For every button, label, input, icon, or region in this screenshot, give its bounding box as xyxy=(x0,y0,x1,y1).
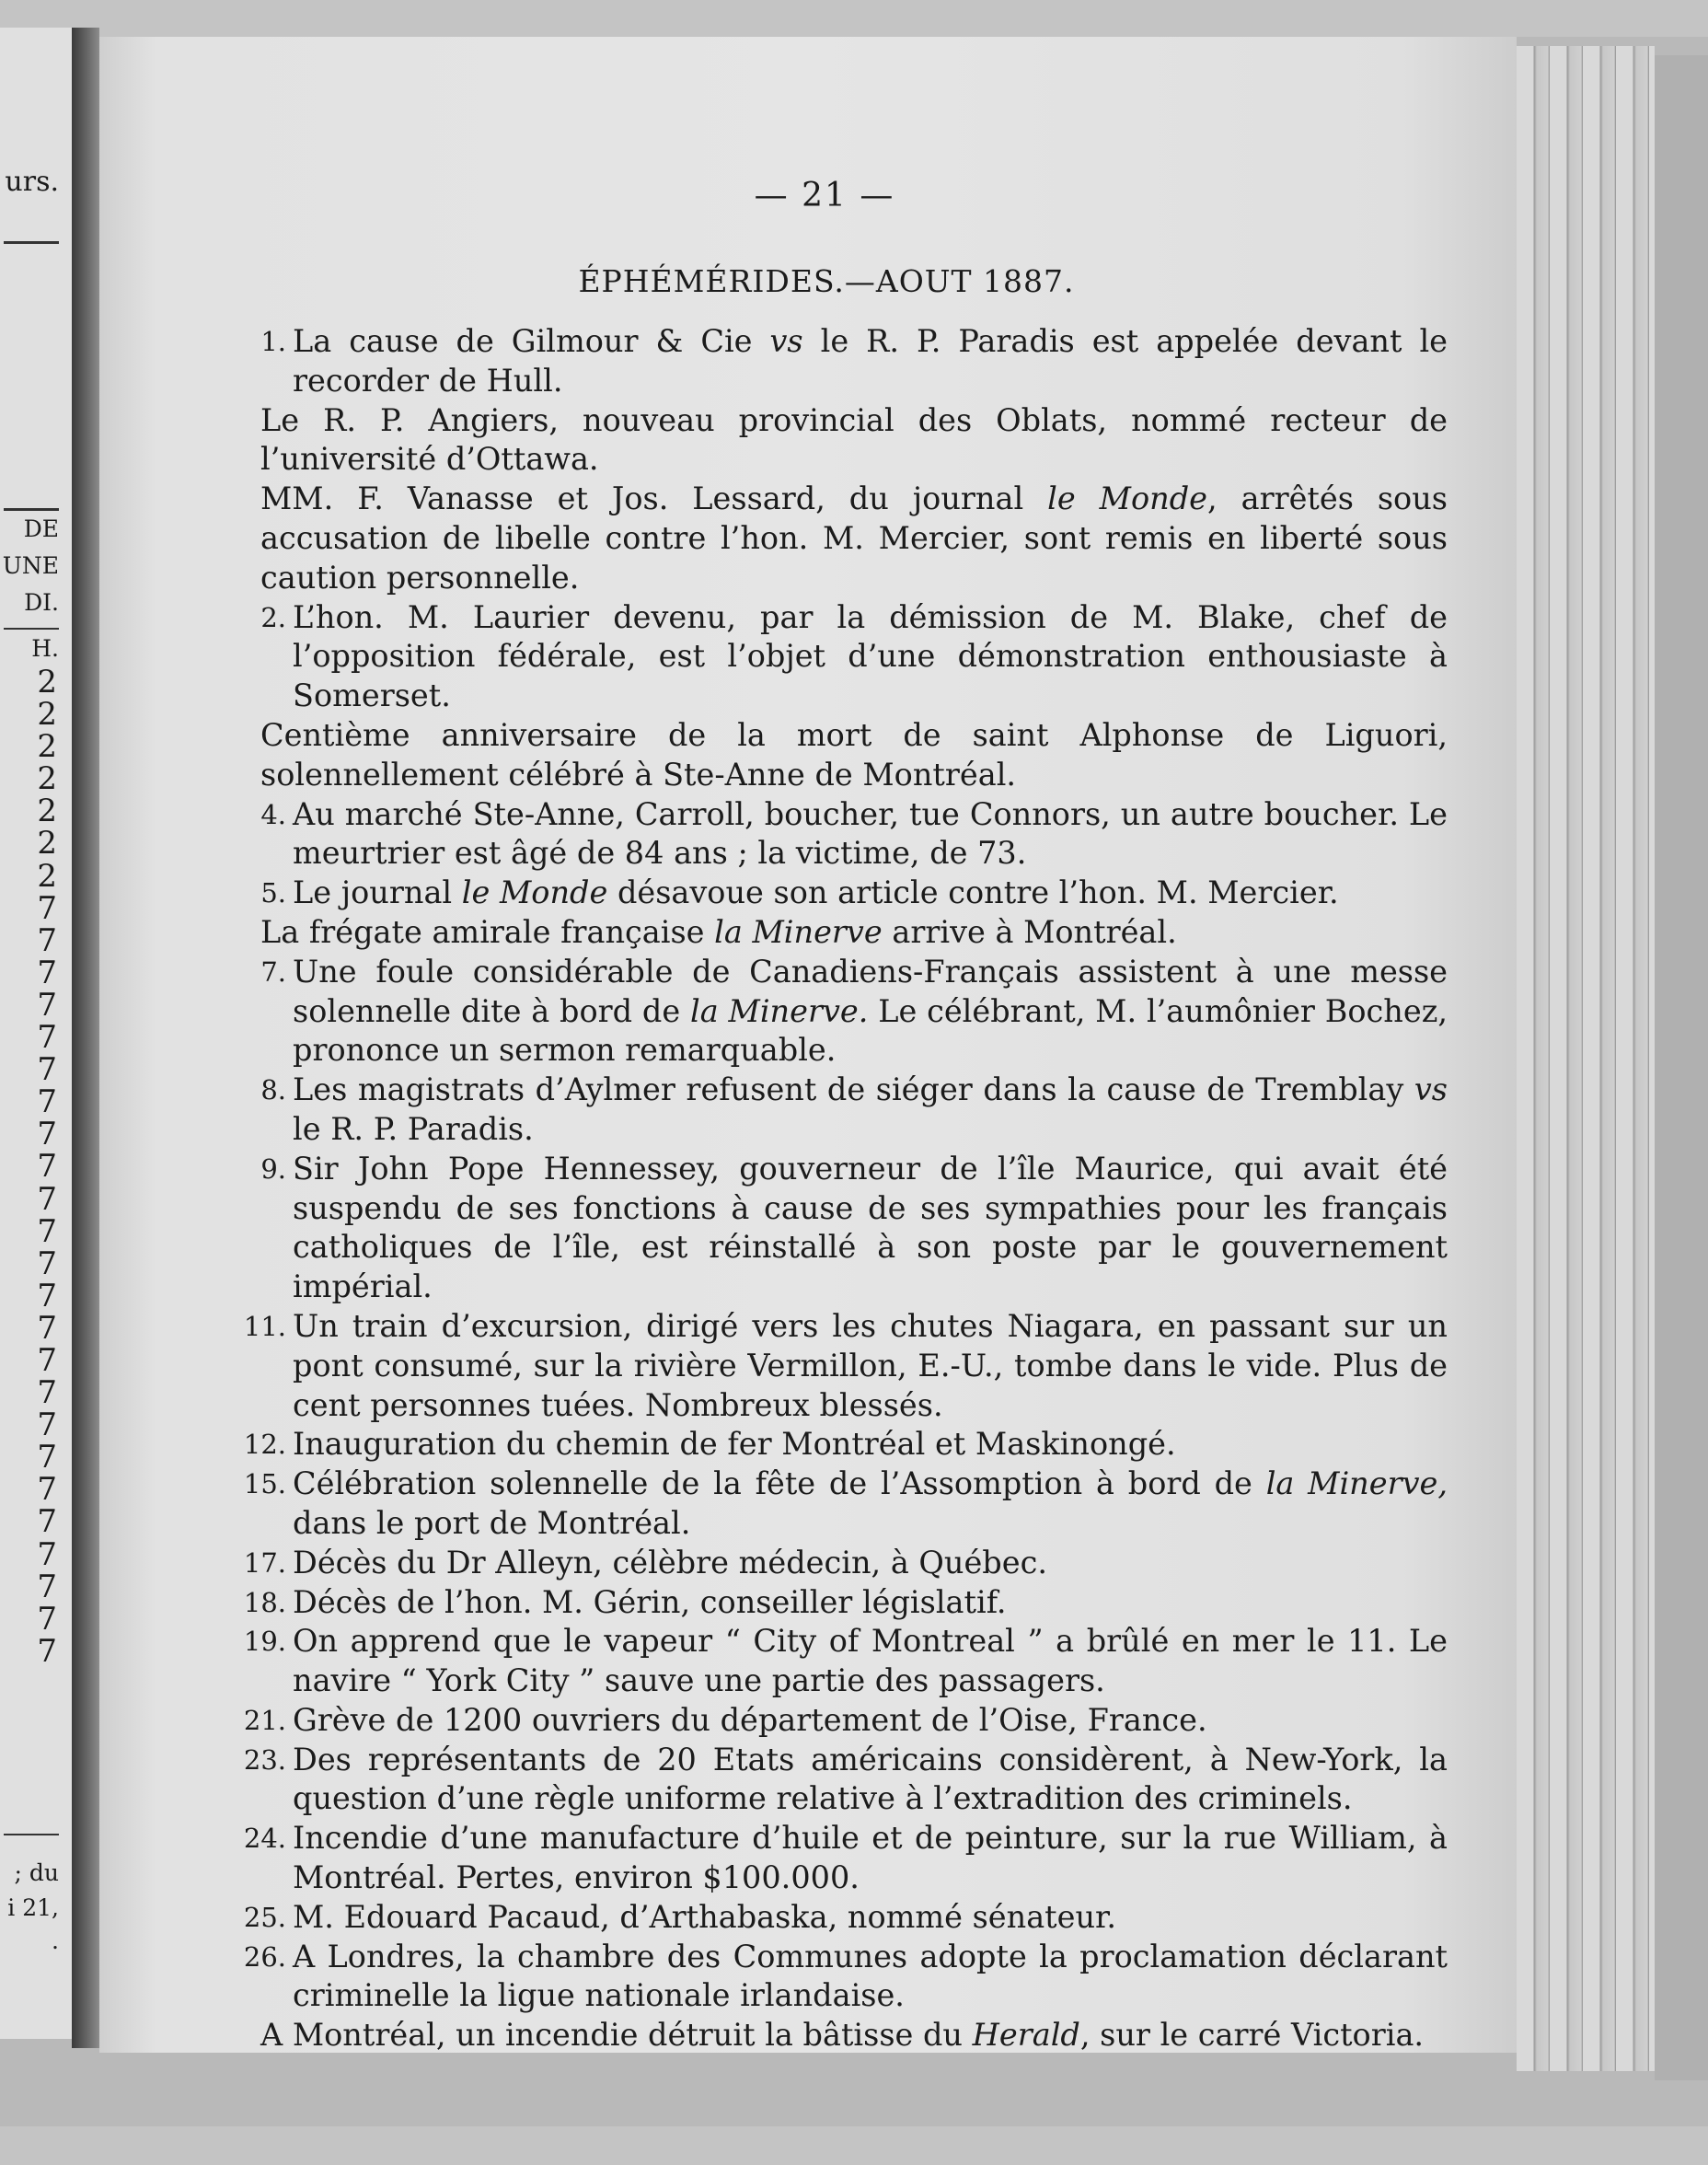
entry-day: 5. xyxy=(260,877,286,909)
left-fragment-rule xyxy=(4,628,59,630)
entry-text-part: désavoue son article contre l’hon. M. Mercier. xyxy=(607,874,1339,911)
list-item xyxy=(205,716,1448,795)
entry-text-italic: la Minerve xyxy=(714,913,883,950)
left-fragment-footnote: ; du xyxy=(14,1859,59,1886)
left-fragment-header: UNE xyxy=(2,552,59,579)
entry-day: 1. xyxy=(260,326,286,357)
entry-text-part: Les magistrats d’Aylmer refusent de siéger dans la cause de Tremblay xyxy=(293,1071,1414,1108)
list-item xyxy=(205,913,1448,953)
entry-text-part: Le journal xyxy=(293,874,462,911)
entry-text xyxy=(293,953,1448,1071)
left-fragment-col-head: H. xyxy=(31,635,59,662)
page-title: ÉPHÉMÉRIDES.—AOUT 1887. xyxy=(578,263,1075,299)
entry-text-part: Célébration solennelle de la fête de l’Assomption à bord de xyxy=(293,1465,1266,1502)
entry-text xyxy=(293,1701,1448,1741)
left-fragment-number: 7 xyxy=(37,1180,57,1218)
entry-day: 15. xyxy=(243,1468,286,1500)
left-fragment-number: 7 xyxy=(37,1503,57,1541)
entry-text-part: La cause de Gilmour & Cie xyxy=(293,323,770,359)
entry-day: 2. xyxy=(260,601,286,633)
entry-text-italic: la Minerve. xyxy=(690,992,869,1029)
entry-text xyxy=(293,598,1448,716)
entry-day: 17. xyxy=(243,1546,286,1579)
list-item xyxy=(205,1071,1448,1150)
list-item xyxy=(205,1583,1448,1623)
entries-list xyxy=(205,322,1448,2055)
left-fragment-number-column xyxy=(37,666,57,1668)
entry-text-part: Incendie d’une manufacture d’huile et de peinture, sur la rue William, à Montréal. Pertes, environ $100.000. xyxy=(293,1820,1448,1896)
list-item xyxy=(205,322,1448,401)
entry-text-part: le R. P. Paradis est appelée devant le recorder de Hull. xyxy=(293,323,1448,399)
entry-text-part: Des représentants de 20 Etats américains considèrent, à New-York, la question d’une règle uniforme relative à l’extradition des criminels. xyxy=(293,1741,1448,1817)
entry-text-part: A Londres, la chambre des Communes adopte la proclamation déclarant criminelle la ligue nationale irlandaise. xyxy=(293,1938,1448,2014)
entry-text-part: M. Edouard Pacaud, d’Arthabaska, nommé sénateur. xyxy=(293,1898,1117,1935)
entry-text xyxy=(293,1465,1448,1544)
left-fragment-number: 7 xyxy=(37,1632,57,1670)
list-item xyxy=(205,401,1448,480)
left-fragment-number: 2 xyxy=(37,857,57,895)
left-fragment-number: 7 xyxy=(37,1245,57,1282)
list-item xyxy=(205,480,1448,597)
entry-text-part: A Montréal, un incendie détruit la bâtisse du xyxy=(260,2017,973,2054)
entry-day: 24. xyxy=(243,1823,286,1855)
left-fragment-number: 7 xyxy=(37,1535,57,1573)
left-fragment-number: 7 xyxy=(37,1051,57,1089)
entry-day: 23. xyxy=(243,1743,286,1776)
page-number: — 21 — xyxy=(754,177,895,214)
entry-text xyxy=(293,874,1448,913)
left-fragment-number: 2 xyxy=(37,664,57,700)
left-fragment-number: 2 xyxy=(37,728,57,766)
entry-day: 18. xyxy=(243,1586,286,1618)
entry-text-part: Décès de l’hon. M. Gérin, conseiller législatif. xyxy=(293,1583,1007,1620)
list-item xyxy=(205,1425,1448,1465)
entry-day: 11. xyxy=(243,1310,286,1342)
entry-text-part: Une foule considérable de Canadiens-Français assistent à une messe solennelle dite à bord de xyxy=(293,953,1448,1029)
list-item xyxy=(205,795,1448,874)
entry-text xyxy=(260,913,1448,953)
entry-day: 9. xyxy=(260,1152,286,1185)
entry-text-part: , sur le carré Victoria. xyxy=(1079,2017,1425,2054)
left-fragment-number: 7 xyxy=(37,1083,57,1121)
entry-text xyxy=(293,795,1448,874)
entry-text-part: Le R. P. Angiers, nouveau provincial des Oblats, nommé recteur de l’université d’Ottawa. xyxy=(260,401,1448,478)
list-item xyxy=(205,1701,1448,1741)
entry-text-italic: vs xyxy=(1414,1071,1448,1108)
entry-text-part: On apprend que le vapeur “ City of Montreal ” a brûlé en mer le 11. Le navire “ York City ” sauve une partie des passagers. xyxy=(293,1623,1448,1699)
left-fragment-rule xyxy=(4,241,59,244)
left-fragment-number: 7 xyxy=(37,1148,57,1186)
page-edges xyxy=(1517,46,1655,2071)
entry-day: 19. xyxy=(243,1626,286,1658)
left-fragment-number: 7 xyxy=(37,1212,57,1250)
entry-text-part: Centième anniversaire de la mort de saint Alphonse de Liguori, solennellement célébré à Ste-Anne de Montréal. xyxy=(260,716,1448,793)
entry-day: 21. xyxy=(243,1704,286,1736)
entry-text xyxy=(260,401,1448,480)
entry-text xyxy=(293,1150,1448,1307)
left-fragment-number: 7 xyxy=(37,1374,57,1412)
entry-text xyxy=(293,1071,1448,1150)
left-fragment-rule xyxy=(4,1834,59,1835)
entry-text-part: La frégate amirale française xyxy=(260,913,715,950)
list-item xyxy=(205,953,1448,1071)
entry-text-italic: le Monde xyxy=(1047,480,1207,517)
list-item xyxy=(205,1819,1448,1898)
entry-text-part: Le célébrant, M. l’aumônier Bochez, prononce un sermon remarquable. xyxy=(293,992,1448,1069)
left-fragment-number: 7 xyxy=(37,954,57,991)
list-item xyxy=(205,1938,1448,2017)
scan-border-bottom xyxy=(0,2126,1708,2165)
left-fragment-word: urs. xyxy=(5,166,59,198)
entry-day: 12. xyxy=(243,1429,286,1461)
left-fragment-rule xyxy=(4,508,59,511)
entry-text-italic: la Minerve, xyxy=(1265,1465,1448,1502)
left-fragment-number: 2 xyxy=(37,793,57,830)
entry-text-part: Un train d’excursion, dirigé vers les chutes Niagara, en passant sur un pont consumé, sur la rivière Vermillon, E.-U., tombe dans le vide. Plus de cent personnes tuées. Nombreux blessés. xyxy=(293,1307,1448,1423)
left-fragment-number: 2 xyxy=(37,760,57,798)
list-item xyxy=(205,2016,1448,2055)
left-fragment-number: 7 xyxy=(37,1116,57,1153)
left-fragment-header: DI. xyxy=(24,589,59,616)
left-fragment-number: 7 xyxy=(37,921,57,959)
book-gutter xyxy=(72,28,99,2048)
entry-text xyxy=(293,1898,1448,1938)
list-item xyxy=(205,1544,1448,1583)
entry-day: 8. xyxy=(260,1074,286,1106)
left-fragment-number: 7 xyxy=(37,1341,57,1379)
left-fragment-footnote: . xyxy=(52,1928,59,1954)
entry-text xyxy=(293,1583,1448,1623)
entry-text xyxy=(260,716,1448,795)
left-fragment-number: 2 xyxy=(37,825,57,863)
left-fragment-number: 7 xyxy=(37,986,57,1024)
entry-text-part: le R. P. Paradis. xyxy=(293,1110,534,1147)
entry-text-part: Grève de 1200 ouvriers du département de l’Oise, France. xyxy=(293,1701,1207,1738)
entry-text xyxy=(293,1741,1448,1820)
entry-text-italic: le Monde xyxy=(461,874,608,911)
list-item xyxy=(205,874,1448,913)
entry-text-italic: vs xyxy=(769,323,803,359)
left-fragment-number: 7 xyxy=(37,1471,57,1509)
list-item xyxy=(205,1150,1448,1307)
entry-text xyxy=(293,1425,1448,1465)
entry-day: 7. xyxy=(260,955,286,988)
list-item xyxy=(205,1741,1448,1820)
entry-text-part: , arrêtés sous accusation de libelle contre l’hon. M. Mercier, sont remis en liberté sous caution personnelle. xyxy=(260,480,1448,596)
list-item xyxy=(205,598,1448,716)
left-fragment-number: 7 xyxy=(37,1277,57,1314)
left-fragment-number: 7 xyxy=(37,1600,57,1638)
list-item xyxy=(205,1622,1448,1701)
entry-day: 4. xyxy=(260,798,286,830)
list-item xyxy=(205,1307,1448,1425)
left-fragment-footnote: i 21, xyxy=(7,1894,59,1921)
book-page xyxy=(99,37,1517,2053)
entry-text xyxy=(293,1622,1448,1701)
entry-text xyxy=(293,1819,1448,1898)
entry-text xyxy=(293,1938,1448,2017)
entry-text xyxy=(293,1307,1448,1425)
left-fragment-number: 7 xyxy=(37,1439,57,1476)
entry-text-part: arrive à Montréal. xyxy=(882,913,1177,950)
entry-text-part: MM. F. Vanasse et Jos. Lessard, du journal xyxy=(260,480,1048,517)
left-fragment-number: 7 xyxy=(37,889,57,927)
entry-text-part: Décès du Dr Alleyn, célèbre médecin, à Québec. xyxy=(293,1544,1047,1580)
left-fragment-number: 7 xyxy=(37,1407,57,1444)
entry-text-italic: Herald xyxy=(972,2017,1080,2054)
left-page-fragment xyxy=(0,28,72,2039)
entry-text xyxy=(293,322,1448,401)
entry-text xyxy=(260,480,1448,597)
left-fragment-number: 2 xyxy=(37,696,57,734)
left-fragment-number: 7 xyxy=(37,1019,57,1057)
entry-day: 26. xyxy=(243,1940,286,1973)
entry-text xyxy=(293,1544,1448,1583)
entry-text-part: L’hon. M. Laurier devenu, par la démission de M. Blake, chef de l’opposition fédérale, est l’objet d’une démonstration enthousiaste à Somerset. xyxy=(293,598,1448,714)
entry-text-part: Inauguration du chemin de fer Montréal et Maskinongé. xyxy=(293,1426,1176,1463)
list-item xyxy=(205,1465,1448,1544)
entry-text-part: Au marché Ste-Anne, Carroll, boucher, tue Connors, un autre boucher. Le meurtrier est âgé de 84 ans ; la victime, de 73. xyxy=(293,795,1448,872)
left-fragment-number: 7 xyxy=(37,1309,57,1347)
left-fragment-number: 7 xyxy=(37,1568,57,1605)
entry-text xyxy=(260,2016,1448,2055)
left-fragment-header: DE xyxy=(23,515,59,542)
entry-text-part: dans le port de Montréal. xyxy=(293,1504,691,1541)
page-edges-shadow xyxy=(1655,55,1708,2080)
entry-text-part: Sir John Pope Hennessey, gouverneur de l’île Maurice, qui avait été suspendu de ses fonctions à cause de ses sympathies pour les français catholiques de l’île, est réinstallé à son poste par le gouvernement impérial. xyxy=(293,1150,1448,1305)
scan-border-top xyxy=(0,0,1708,37)
list-item xyxy=(205,1898,1448,1938)
entry-day: 25. xyxy=(243,1901,286,1933)
